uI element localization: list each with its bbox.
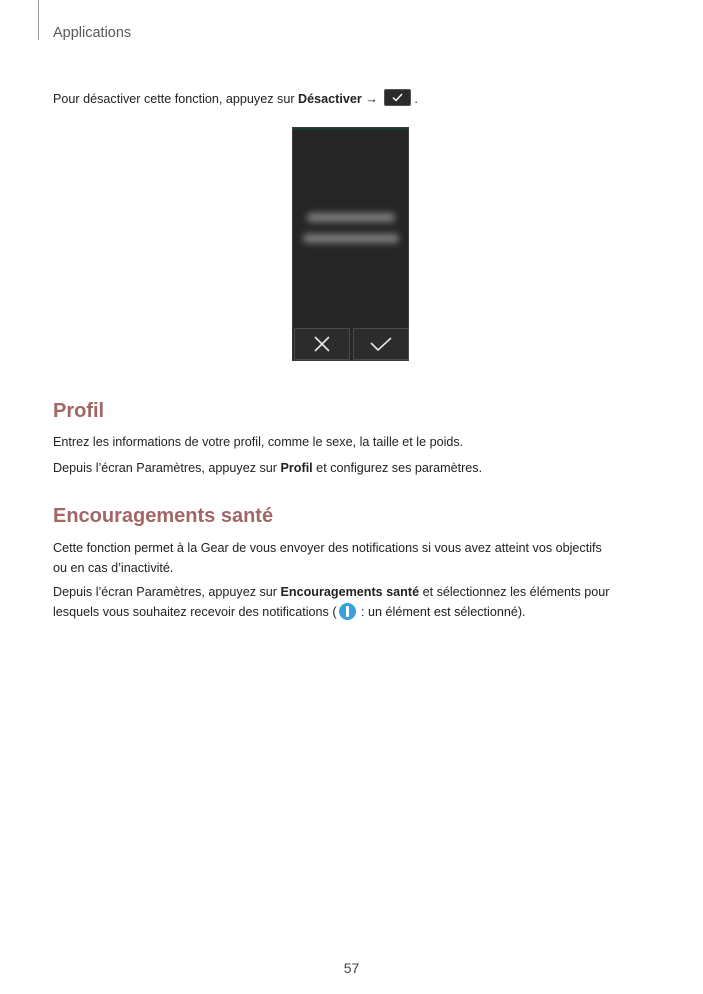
selected-indicator-icon [339, 603, 356, 620]
close-icon [313, 335, 331, 353]
encouragements-p2-line-2: lesquels vous souhaitez recevoir des notifications ( : un élément est sélectionné). [53, 605, 526, 619]
encouragements-p1-line-2: ou en cas d’inactivité. [53, 561, 174, 575]
cancel-button[interactable] [294, 328, 350, 360]
profil-line-1: Entrez les informations de votre profil, comme le sexe, la taille et le poids. [53, 435, 464, 449]
check-icon [369, 336, 393, 352]
section-header: Applications [53, 25, 132, 41]
blurred-text-line [303, 234, 399, 243]
profil-heading: Profil [53, 400, 105, 422]
page-number: 57 [343, 960, 360, 976]
intro-paragraph: Pour désactiver cette fonction, appuyez sur Désactiver → . [53, 88, 418, 110]
blurred-text-line [307, 213, 395, 222]
encouragements-p1-line-1: Cette fonction permet à la Gear de vous envoyer des notifications si vous avez atteint vos objectifs [53, 541, 602, 555]
inline-check-icon [384, 89, 411, 106]
disable-label: Désactiver [298, 92, 362, 106]
profil-line-2: Depuis l’écran Paramètres, appuyez sur Profil et configurez ses paramètres. [53, 461, 483, 475]
header-rule [38, 0, 39, 40]
encouragements-heading: Encouragements santé [53, 505, 274, 527]
screen-top-accent [293, 128, 408, 130]
confirm-button[interactable] [353, 328, 409, 360]
encouragements-p2-line-1: Depuis l’écran Paramètres, appuyez sur Encouragements santé et sélectionnez les éléments pour [53, 585, 610, 599]
device-screen-illustration [292, 127, 409, 361]
